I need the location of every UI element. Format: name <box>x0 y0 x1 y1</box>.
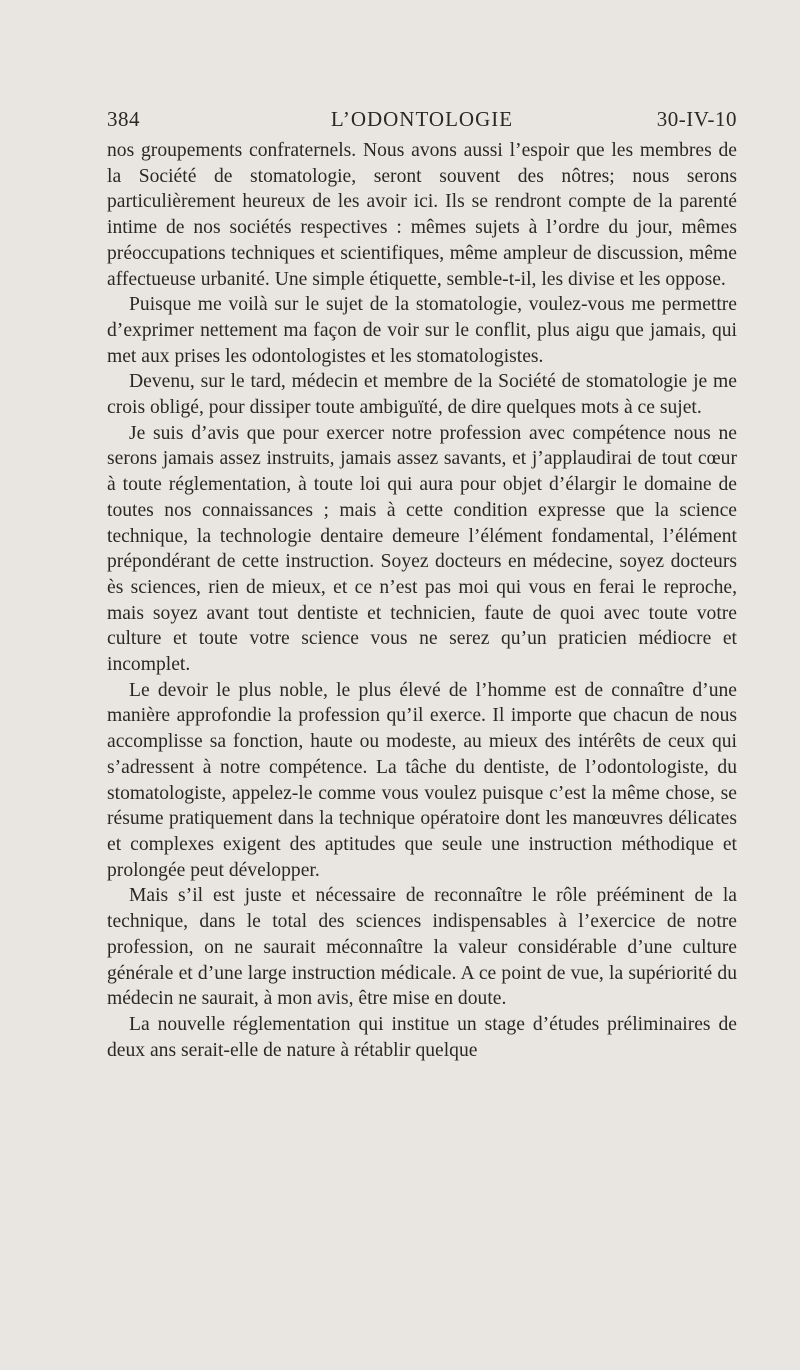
body-text <box>107 138 737 1063</box>
paragraph: nos groupements confraternels. Nous avons aussi l’espoir que les membres de la Société de stomatologie, seront souvent des nôtres; nous serons particulièrement heureux de les avoir ici. Ils se rendront compte de la parenté intime de nos sociétés respectives : mêmes sujets à l’ordre du jour, mêmes préoccupations techniques et scientifiques, même ampleur de discussion, même affectueuse urbanité. Une simple étiquette, semble-t-il, les divise et les oppose. <box>107 140 737 290</box>
paragraph: Mais s’il est juste et nécessaire de reconnaître le rôle prééminent de la technique, dans le total des sciences indispensables à l’exercice de notre profession, on ne saurait méconnaître la valeur considérable d’une culture générale et d’une large instruction médicale. A ce point de vue, la supériorité du médecin ne saurait, à mon avis, être mise en doute. <box>107 885 737 1010</box>
paragraph: Je suis d’avis que pour exercer notre profession avec compétence nous ne serons jamais assez instruits, jamais assez savants, et j’applaudirai de tout cœur à toute réglementation, à toute loi qui aura pour objet d’élargir le domaine de toutes nos connaissances ; mais à cette condition expresse que la science technique, la technologie dentaire demeure l’élément fondamental, l’élément prépondérant de cette instruction. Soyez docteurs en médecine, soyez docteurs ès sciences, rien de mieux, et ce n’est pas moi qui vous en ferai le reproche, mais soyez avant tout dentiste et technicien, faute de quoi avec toute votre culture et toute votre science vous ne serez qu’un praticien médiocre et incomplet. <box>107 422 737 676</box>
page-number: 384 <box>107 107 140 131</box>
issue-date: 30-IV-10 <box>656 107 737 131</box>
running-header <box>107 107 737 137</box>
journal-title: L’ODONTOLOGIE <box>330 107 514 131</box>
paragraph: Le devoir le plus noble, le plus élevé de l’homme est de connaître d’une manière approfondie la profession qu’il exerce. Il importe que chacun de nous accomplisse sa fonction, haute ou modeste, au mieux des intérêts de ceux qui s’adressent à notre compétence. La tâche du dentiste, de l’odontologiste, du stomatologiste, appelez-le comme vous voulez puisque c’est la même chose, se résume pratiquement dans la technique opératoire dont les manœuvres délicates et complexes exigent des aptitudes que seule une instruction méthodique et prolongée peut développer. <box>107 679 737 881</box>
paragraph: Devenu, sur le tard, médecin et membre de la Société de stomatologie je me crois obligé, pour dissiper toute ambiguïté, de dire quelques mots à ce sujet. <box>107 371 737 419</box>
paragraph: Puisque me voilà sur le sujet de la stomatologie, voulez-vous me permettre d’exprimer nettement ma façon de voir sur le conflit, plus aigu que jamais, qui met aux prises les odontologistes et les stomatologistes. <box>107 294 737 367</box>
paragraph: La nouvelle réglementation qui institue un stage d’études préliminaires de deux ans serait-elle de nature à rétablir quelque <box>107 1013 737 1061</box>
